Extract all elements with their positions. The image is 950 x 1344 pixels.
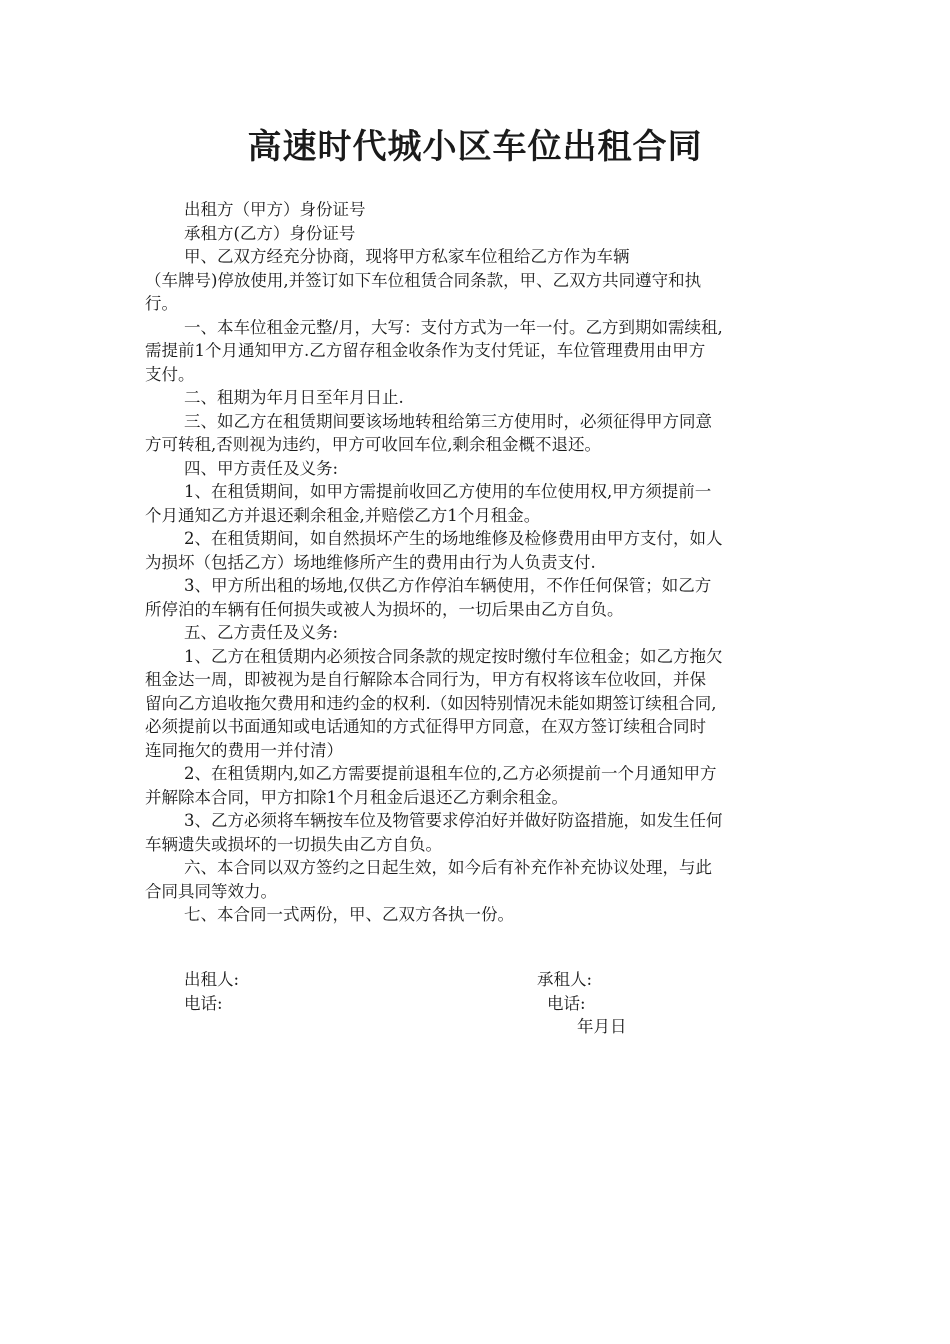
paragraph (145, 457, 815, 481)
paragraph (145, 245, 815, 316)
text-line: 留向乙方追收拖欠费用和违约金的权利.（如因特别情况未能如期签订续租合同, (145, 693, 717, 713)
phone-row (145, 992, 815, 1016)
signature-row (145, 968, 815, 992)
text-line: 五、乙方责任及义务: (184, 623, 339, 642)
text-line: 3、甲方所出租的场地,仅供乙方作停泊车辆使用，不作任何保管；如乙方 (184, 576, 712, 595)
paragraph (145, 222, 815, 246)
text-line: 甲、乙双方经充分协商，现将甲方私家车位租给乙方作为车辆 (184, 247, 630, 266)
lessee-phone-label: 电话: (547, 993, 586, 1013)
text-line: 车辆遗失或损坏的一切损失由乙方自负。 (145, 834, 442, 854)
paragraph (145, 198, 815, 222)
text-line: 2、在租赁期内,如乙方需要提前退租车位的,乙方必须提前一个月通知甲方 (184, 764, 717, 783)
text-line: 连同拖欠的费用一并付清） (145, 740, 343, 760)
paragraph (145, 903, 815, 927)
date-label: 年月日 (577, 1017, 627, 1036)
paragraph (145, 574, 815, 621)
text-line: 2、在租赁期间，如自然损坏产生的场地维修及检修费用由甲方支付，如人 (184, 529, 723, 548)
text-line: 四、甲方责任及义务: (184, 458, 339, 478)
paragraph (145, 410, 815, 457)
text-line: 承租方(乙方）身份证号 (184, 223, 356, 243)
text-line: 方可转租,否则视为违约，甲方可收回车位,剩余租金概不退还。 (145, 435, 601, 454)
text-line: 合同具同等效力。 (145, 881, 277, 901)
paragraph (145, 480, 815, 527)
text-line: 租金达一周，即被视为是自行解除本合同行为，甲方有权将该车位收回，并保 (145, 670, 706, 689)
date-row (145, 1015, 815, 1039)
text-line: 1、在租赁期间，如甲方需提前收回乙方使用的车位使用权,甲方须提前一 (184, 482, 712, 501)
text-line: 为损坏（包括乙方）场地维修所产生的费用由行为人负责支付. (145, 552, 596, 572)
text-line: 六、本合同以双方签约之日起生效，如今后有补充作补充协议处理，与此 (184, 858, 712, 877)
text-line: 需提前1个月通知甲方.乙方留存租金收条作为支付凭证，车位管理费用由甲方 (145, 341, 706, 360)
text-line: 二、租期为年月日至年月日止. (184, 388, 404, 407)
paragraph (145, 621, 815, 645)
lessor-label: 出租人: (184, 970, 240, 989)
text-line: 个月通知乙方并退还剩余租金,并赔偿乙方1个月租金。 (145, 505, 541, 525)
contract-body (145, 198, 815, 927)
text-line: 行。 (145, 294, 178, 313)
text-line: 支付。 (145, 364, 195, 384)
text-line: （车牌号)停放使用,并签订如下车位租赁合同条款，甲、乙双方共同遵守和执 (145, 270, 702, 290)
paragraph (145, 809, 815, 856)
text-line: 并解除本合同，甲方扣除1个月租金后退还乙方剩余租金。 (145, 787, 568, 807)
text-line: 一、本车位租金元整/月，大写：支付方式为一年一付。乙方到期如需续租, (184, 317, 723, 337)
paragraph (145, 762, 815, 809)
paragraph (145, 645, 815, 763)
text-line: 所停泊的车辆有任何损失或被人为损坏的，一切后果由乙方自负。 (145, 599, 624, 619)
paragraph (145, 527, 815, 574)
paragraph (145, 316, 815, 387)
lessee-label: 承租人: (537, 970, 593, 989)
text-line: 七、本合同一式两份，甲、乙双方各执一份。 (184, 905, 514, 924)
signature-block (145, 968, 815, 1039)
lessor-phone-label: 电话: (184, 993, 223, 1013)
text-line: 出租方（甲方）身份证号 (184, 200, 366, 219)
document-title: 高速时代城小区车位出租合同 (247, 127, 703, 167)
text-line: 必须提前以书面通知或电话通知的方式征得甲方同意，在双方签订续租合同时 (145, 717, 706, 736)
paragraph (145, 386, 815, 410)
text-line: 三、如乙方在租赁期间要该场地转租给第三方使用时，必须征得甲方同意 (184, 411, 712, 431)
text-line: 3、乙方必须将车辆按车位及物管要求停泊好并做好防盗措施，如发生任何 (184, 811, 723, 830)
text-line: 1、乙方在租赁期内必须按合同条款的规定按时缴付车位租金；如乙方拖欠 (184, 646, 723, 666)
paragraph (145, 856, 815, 903)
